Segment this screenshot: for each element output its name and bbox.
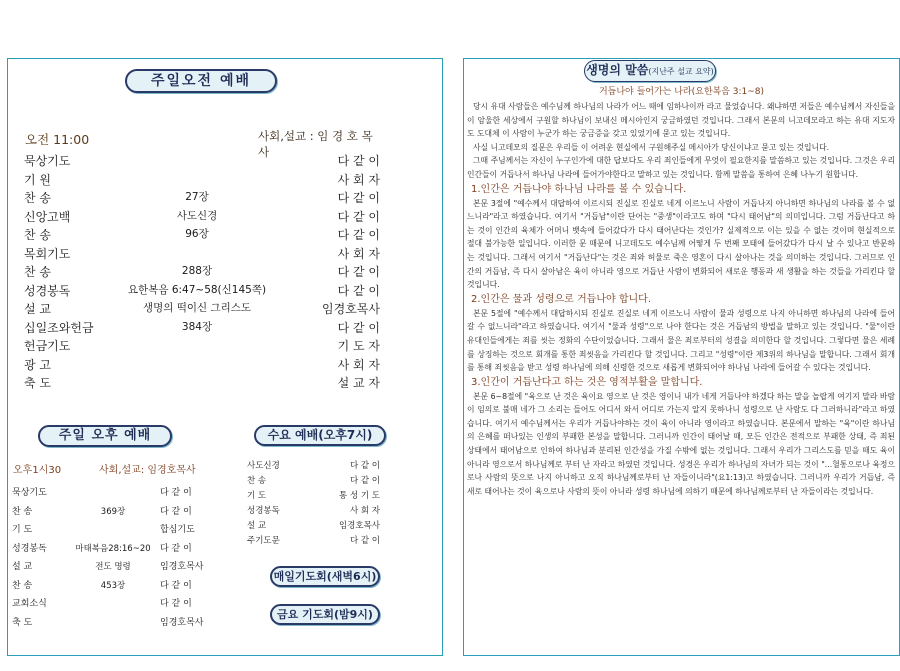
pm-item-role: 다 같 이 bbox=[160, 506, 192, 517]
am-item-role: 다 같 이 bbox=[337, 228, 380, 242]
pm-item-name: 성경봉독 bbox=[12, 543, 47, 554]
am-item-detail: 288장 bbox=[181, 265, 213, 277]
am-item-name: 성경봉독 bbox=[24, 283, 71, 298]
am-item-role: 기 도 자 bbox=[337, 339, 380, 353]
am-item-name: 신앙고백 bbox=[24, 209, 71, 224]
am-item-detail: 사도신경 bbox=[176, 209, 218, 222]
am-item-name: 축 도 bbox=[24, 376, 51, 390]
wed-order-row bbox=[247, 534, 380, 549]
pm-item-name: 찬 송 bbox=[12, 580, 33, 591]
am-item-name: 설 교 bbox=[24, 302, 51, 316]
am-item-name: 찬 송 bbox=[24, 191, 51, 205]
am-item-role: 다 같 이 bbox=[337, 191, 380, 205]
pm-item-detail: 전도 명령 bbox=[95, 562, 131, 572]
pm-time: 오후1시30 bbox=[13, 465, 62, 476]
pm-order-row bbox=[12, 540, 227, 559]
am-item-name: 목회기도 bbox=[24, 246, 71, 261]
am-item-detail: 27장 bbox=[185, 191, 209, 203]
wed-order-row bbox=[247, 474, 380, 489]
am-item-role: 다 같 이 bbox=[337, 154, 380, 168]
am-item-role: 다 같 이 bbox=[337, 265, 380, 279]
pm-order-row bbox=[12, 484, 227, 503]
sermon-section-heading: 2.인간은 물과 성령으로 거듭나야 합니다. bbox=[471, 293, 651, 305]
wed-order-row bbox=[247, 504, 380, 519]
wed-item-role: 임경호목사 bbox=[338, 521, 380, 531]
am-order-row bbox=[24, 319, 380, 338]
am-item-detail: 요한복음 6:47~58(신145쪽) bbox=[127, 283, 267, 296]
am-order-row bbox=[24, 300, 380, 319]
am-order-row bbox=[24, 171, 380, 190]
pm-item-detail: 369장 bbox=[100, 506, 126, 517]
am-order-row bbox=[24, 152, 380, 171]
pm-item-name: 묵상기도 bbox=[12, 488, 47, 498]
am-order-row bbox=[24, 226, 380, 245]
am-item-role: 다 같 이 bbox=[337, 320, 380, 335]
wed-order-row bbox=[247, 519, 380, 534]
wed-item-name: 찬 송 bbox=[247, 476, 267, 486]
wed-item-name: 사도신경 bbox=[247, 461, 280, 471]
pm-item-name: 교회소식 bbox=[12, 599, 47, 609]
am-order-row bbox=[24, 374, 380, 393]
am-item-detail: 384장 bbox=[181, 320, 213, 333]
am-item-name: 헌금기도 bbox=[24, 339, 71, 353]
am-order-row bbox=[24, 208, 380, 227]
wed-order-list bbox=[247, 459, 380, 549]
friday-prayer-title: 금요 기도회(밤9시) bbox=[270, 604, 380, 625]
sermon-intro-paragraph: 당시 유대 사람들은 예수님께 하나님의 나라가 어느 때에 임하나이까 라고 물었습니다. 왜냐하면 저들은 예수님께서 자신들을 이 암울한 세상에서 구원할 하나님이 보내신 메시아인지 궁금하였던 것입니다. 그래서 본문의 니고데모라고 하는 유대 지도자도 도대체 이 사람이 누군가 하는 궁금증을 갖고 있었기에 묻고 있는 것입니다. bbox=[467, 102, 895, 139]
pm-order-row bbox=[12, 577, 227, 596]
sermon-section-heading: 3.인간이 거듭난다고 하는 것은 영적부활을 말합니다. bbox=[471, 376, 703, 388]
wed-item-role: 다 같 이 bbox=[349, 536, 380, 546]
pm-item-name: 기 도 bbox=[12, 525, 33, 535]
pm-item-role: 임경호목사 bbox=[160, 562, 204, 572]
sermon-section-body: 본문 3절에 "예수께서 대답하여 이르시되 진실로 진실로 네게 이르노니 사람이 거듭나지 아니하면 하나님의 나라를 볼 수 없느니라"라고 하였습니다. 여기서 "거듭남"이란 단어는 "중생"이라고도 하며 "다시 태어남"의 의미입니다. 그럼 거듭난다고 하는 것이 인간의 육체가 어머니 뱃속에 들어갔다가 다시 태어난다는 것인가? 실제적으로 이는 있을 수 없는 것이며 현실적으로 절대 불가능한 일입니다. 이러한 문 때문에 니고데도도 예수님께 어떻게 두 번째 모태에 들어갔다가 다시 날 수 있나고 반문하는 것입니다. 그래서 여기서 "거듭난다"는 것은 죄와 허물로 죽은 영혼이 다시 살아나는 것을 의미하는 것입니다. 그러므로 인간의 거듭남, 즉 다시 살아남은 육이 아니라 영으로 거듭난 사람이 변화되어 새로운 행동과 새 생활을 하는 것들을 가리킨다 할 것입니다. bbox=[467, 198, 895, 290]
am-item-name: 묵상기도 bbox=[24, 154, 71, 168]
sermon-title bbox=[584, 60, 716, 82]
pm-item-name: 설 교 bbox=[12, 562, 33, 572]
pm-item-detail: 453장 bbox=[100, 580, 126, 591]
am-item-role: 사 회 자 bbox=[337, 357, 380, 372]
am-item-detail: 생명의 떡이신 그리스도 bbox=[142, 302, 252, 314]
pm-order-row bbox=[12, 595, 227, 614]
pm-item-role: 다 같 이 bbox=[160, 543, 192, 554]
am-order-row bbox=[24, 263, 380, 282]
am-item-name: 찬 송 bbox=[24, 265, 51, 279]
wed-item-role: 다 같 이 bbox=[349, 461, 380, 471]
sermon-section-heading: 1.인간은 거듭나야 하나님 나라를 볼 수 있습니다. bbox=[471, 183, 687, 195]
am-leader: 사회,설교 : 임 경 호 목사 bbox=[258, 129, 373, 159]
pm-order-row bbox=[12, 614, 227, 633]
am-item-name: 광 고 bbox=[24, 357, 51, 372]
pm-order-row bbox=[12, 521, 227, 540]
am-time: 오전 11:00 bbox=[25, 132, 90, 147]
wed-worship-title: 수요 예배(오후7시) bbox=[254, 425, 386, 446]
am-order-row bbox=[24, 189, 380, 208]
am-order-row bbox=[24, 337, 380, 356]
am-item-role: 다 같 이 bbox=[337, 283, 380, 298]
am-item-role: 사 회 자 bbox=[337, 246, 380, 261]
pm-item-role: 다 같 이 bbox=[160, 580, 192, 591]
wed-order-row bbox=[247, 489, 380, 504]
wed-item-name: 주기도문 bbox=[247, 536, 280, 546]
wed-item-name: 설 교 bbox=[247, 521, 267, 531]
pm-worship-title: 주일 오후 예배 bbox=[38, 425, 172, 447]
wed-item-role: 다 같 이 bbox=[349, 476, 380, 486]
am-item-role: 사 회 자 bbox=[337, 172, 380, 187]
sermon-title-main: 생명의 말씀 bbox=[586, 63, 649, 77]
sermon-intro-paragraph: 그때 주님께서는 자신이 누구인가에 대한 답보다도 우리 죄인들에게 무엇이 필요한지를 말씀하고 있는 것입니다. 그것은 우리 인간들이 거듭나서 하나님 나라에 들어가야한다고 말하고 있는 것입니다. 함께 말씀을 통하여 은혜 나누기 원합니다. bbox=[467, 156, 895, 179]
pm-item-name: 축 도 bbox=[12, 617, 33, 628]
am-item-role: 설 교 자 bbox=[337, 376, 380, 390]
sermon-section-body: 본문 5절에 "예수께서 대답하시되 진실로 진실로 네게 이르노니 사람이 물과 성령으로 나지 아니하면 하나님의 나라에 들어갈 수 없느니라"라고 하였습니다. 여기서 "물과 성령"으로 나야 한다는 것은 거듭남의 방법을 말하고 있는 것입니다. "물"이란 유대인들에게는 죄를 씻는 정화의 수단이었습니다. 그래서 물은 죄로부터의 성결을 의미한다 할 것입니다. 그렇다면 물은 세례를 상징하는 것으로 회개를 통한 죄씻음을 가리킨다 할 것입니다. 그리고 "성령"이란 제3위의 하나님을 말합니다. 그래서 회개를 통해 죄씻음을 받고 성령 하나님에 의해 신령한 것으로 새롭게 변화되어야 하나님 나라에 들어갈 수 있다는 것입니다. bbox=[467, 308, 895, 373]
pm-order-row bbox=[12, 558, 227, 577]
pm-order-list bbox=[12, 484, 227, 632]
pm-item-role: 합심기도 bbox=[160, 525, 195, 535]
am-item-name: 기 원 bbox=[24, 172, 51, 187]
am-order-list bbox=[24, 152, 380, 393]
pm-item-role: 다 같 이 bbox=[160, 488, 192, 498]
sermon-intro-paragraph: 사실 니고데모의 질문은 우리들 이 어려운 현실에서 구원해주실 메시아가 당신이냐고 묻고 있는 것입니다. bbox=[473, 142, 830, 152]
am-order-row bbox=[24, 282, 380, 301]
am-item-name: 찬 송 bbox=[24, 228, 51, 242]
daily-prayer-title: 매일기도회(새벽6시) bbox=[270, 566, 380, 587]
am-order-row bbox=[24, 245, 380, 264]
sermon-subtitle: 거듭나야 들어가는 나라(요한복음 3:1~8) bbox=[598, 87, 765, 97]
pm-item-role: 임경호목사 bbox=[160, 617, 204, 628]
wed-item-name: 성경봉독 bbox=[247, 506, 280, 516]
sermon-title-note: (지난주 설교 요약) bbox=[648, 67, 714, 76]
wed-item-role: 사 회 자 bbox=[349, 506, 380, 516]
sermon-section-body: 본문 6~8절에 "육으로 난 것은 육이요 영으로 난 것은 영이니 내가 네게 거듭나야 하겠다 하는 말을 놀랍게 여기지 말라 바람이 임의로 불매 네가 그 소리는 들어도 어디서 와서 어디로 가는지 알지 못하나니 성령으로 난 사람도 다 그러하니라"라고 하였습니다. 여기서 예수님께서는 우리가 거듭나야하는 것이 육이 아니라 영이라고 하였습니다. 본문에서 말하는 "육"이란 하나님의 은혜를 떠나있는 인생의 부패한 본성을 말합니다. 그러니까 인간이 태어날 때, 모든 인간은 전적으로 부패한 상태, 즉 죄된 상태에서 태어남으로 인하여 하나님과 분리된 인간성을 가질 수밖에 없는 것입니다. 그래서 우리가 그리스도를 믿을 때도 육이 아니라 영으로서 하나님께로 부터 난 자라고 하였던 것입니다. 성경은 우리가 하나님의 자녀가 되는 것이 "...혈통으로나 육정으로나 사람의 뜻으로 나지 아니하고 오직 하나님께로부터 난 자들이니라"(요1:13)고 하였습니다. 그러니까 우리가 거듭남, 즉 새로 태어나는 것이 육으로나 사람의 뜻이 아니라 성령 하나님에 의하기 때문에 하나님께로부터 난 자들이라는 것입니다. bbox=[467, 391, 895, 496]
pm-item-detail: 마태복음28:16~20 bbox=[75, 543, 151, 554]
pm-item-name: 찬 송 bbox=[12, 506, 33, 517]
am-item-role: 임경호목사 bbox=[322, 302, 380, 316]
pm-item-role: 다 같 이 bbox=[160, 599, 192, 609]
wed-item-name: 기 도 bbox=[247, 491, 267, 501]
am-item-detail: 96장 bbox=[185, 228, 209, 240]
wed-order-row bbox=[247, 459, 380, 474]
pm-order-row bbox=[12, 503, 227, 522]
am-item-name: 십일조와헌금 bbox=[24, 320, 94, 335]
am-item-role: 다 같 이 bbox=[337, 209, 380, 224]
am-order-row bbox=[24, 356, 380, 375]
pm-leader: 사회,설교: 임경호목사 bbox=[99, 465, 196, 476]
sermon-body bbox=[467, 100, 895, 498]
am-worship-title: 주일오전 예배 bbox=[125, 69, 277, 93]
wed-item-role: 통 성 기 도 bbox=[339, 491, 380, 501]
